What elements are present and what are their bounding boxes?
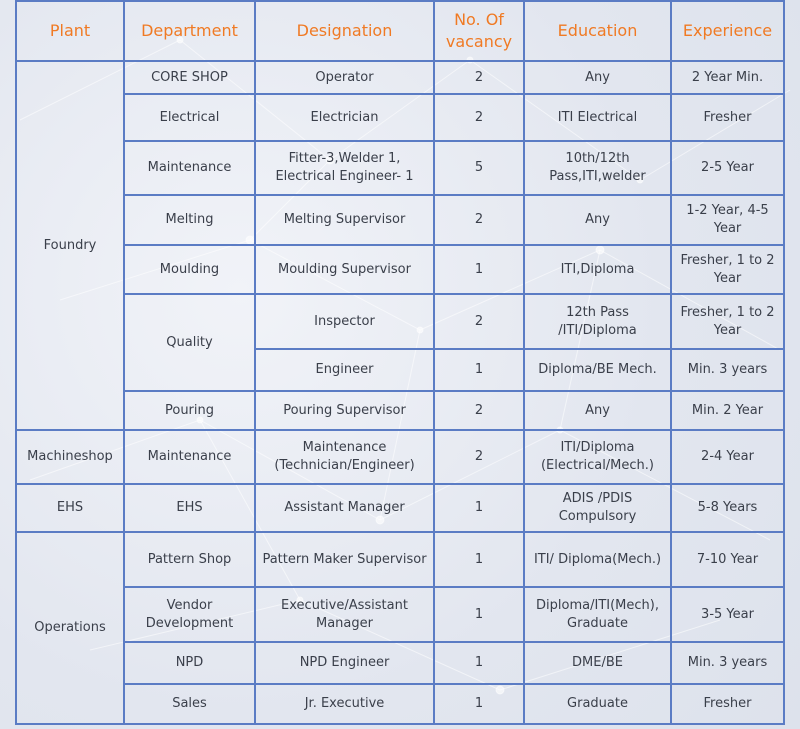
plant-cell: Operations (16, 532, 124, 724)
header-row (16, 1, 784, 61)
plant-cell: Foundry (16, 61, 124, 430)
experience-cell: Fresher (671, 94, 784, 141)
department-cell: Melting (124, 195, 255, 245)
experience-cell: 5-8 Years (671, 484, 784, 532)
vacancy-cell: 5 (434, 141, 524, 195)
table-row (16, 684, 784, 724)
table-row (16, 391, 784, 430)
education-cell: ITI/Diploma (Electrical/Mech.) (524, 430, 671, 484)
table-row (16, 642, 784, 684)
vacancy-cell: 1 (434, 349, 524, 391)
department-cell: Moulding (124, 245, 255, 294)
designation-cell: Maintenance (Technician/Engineer) (255, 430, 434, 484)
department-cell: EHS (124, 484, 255, 532)
vacancy-cell: 1 (434, 642, 524, 684)
experience-cell: 2-4 Year (671, 430, 784, 484)
education-cell: ITI,Diploma (524, 245, 671, 294)
education-cell: Diploma/ITI(Mech), Graduate (524, 587, 671, 642)
experience-cell: Min. 2 Year (671, 391, 784, 430)
vacancy-cell: 2 (434, 391, 524, 430)
vacancy-cell: 1 (434, 532, 524, 587)
designation-cell: Electrician (255, 94, 434, 141)
education-cell: Any (524, 195, 671, 245)
education-cell: 10th/12th Pass,ITI,welder (524, 141, 671, 195)
designation-cell: Operator (255, 61, 434, 94)
header-department: Department (124, 1, 255, 61)
vacancy-cell: 2 (434, 430, 524, 484)
designation-cell: Executive/Assistant Manager (255, 587, 434, 642)
department-cell: Maintenance (124, 430, 255, 484)
header-experience: Experience (671, 1, 784, 61)
designation-cell: Pattern Maker Supervisor (255, 532, 434, 587)
vacancy-cell: 2 (434, 195, 524, 245)
experience-cell: 7-10 Year (671, 532, 784, 587)
designation-cell: Pouring Supervisor (255, 391, 434, 430)
education-cell: ITI Electrical (524, 94, 671, 141)
education-cell: Any (524, 61, 671, 94)
department-cell: Sales (124, 684, 255, 724)
education-cell: Any (524, 391, 671, 430)
table-row (16, 484, 784, 532)
plant-cell: Machineshop (16, 430, 124, 484)
table-row (16, 294, 784, 349)
table-row (16, 61, 784, 94)
vacancy-cell: 2 (434, 294, 524, 349)
table-row (16, 141, 784, 195)
education-cell: ITI/ Diploma(Mech.) (524, 532, 671, 587)
experience-cell: Fresher, 1 to 2 Year (671, 245, 784, 294)
vacancy-cell: 1 (434, 484, 524, 532)
department-cell: Pattern Shop (124, 532, 255, 587)
experience-cell: Fresher, 1 to 2 Year (671, 294, 784, 349)
experience-cell: 2 Year Min. (671, 61, 784, 94)
department-cell: NPD (124, 642, 255, 684)
table-row (16, 245, 784, 294)
header-plant: Plant (16, 1, 124, 61)
designation-cell: Fitter-3,Welder 1, Electrical Engineer- 1 (255, 141, 434, 195)
experience-cell: 3-5 Year (671, 587, 784, 642)
experience-cell: Fresher (671, 684, 784, 724)
experience-cell: 1-2 Year, 4-5 Year (671, 195, 784, 245)
experience-cell: Min. 3 years (671, 642, 784, 684)
table-row (16, 195, 784, 245)
plant-cell: EHS (16, 484, 124, 532)
department-cell: Vendor Development (124, 587, 255, 642)
department-cell: Maintenance (124, 141, 255, 195)
vacancy-cell: 2 (434, 94, 524, 141)
designation-cell: Moulding Supervisor (255, 245, 434, 294)
table-row (16, 532, 784, 587)
department-cell: CORE SHOP (124, 61, 255, 94)
vacancy-cell: 1 (434, 684, 524, 724)
education-cell: DME/BE (524, 642, 671, 684)
experience-cell: Min. 3 years (671, 349, 784, 391)
vacancy-cell: 1 (434, 587, 524, 642)
education-cell: Graduate (524, 684, 671, 724)
designation-cell: Inspector (255, 294, 434, 349)
education-cell: Diploma/BE Mech. (524, 349, 671, 391)
designation-cell: Melting Supervisor (255, 195, 434, 245)
vacancy-cell: 2 (434, 61, 524, 94)
vacancy-cell: 1 (434, 245, 524, 294)
department-cell: Pouring (124, 391, 255, 430)
department-cell: Quality (124, 294, 255, 391)
designation-cell: Engineer (255, 349, 434, 391)
vacancy-table (15, 0, 785, 725)
table-row (16, 430, 784, 484)
header-education: Education (524, 1, 671, 61)
designation-cell: NPD Engineer (255, 642, 434, 684)
designation-cell: Jr. Executive (255, 684, 434, 724)
table-row (16, 587, 784, 642)
header-designation: Designation (255, 1, 434, 61)
education-cell: ADIS /PDIS Compulsory (524, 484, 671, 532)
header-vacancy: No. Of vacancy (434, 1, 524, 61)
department-cell: Electrical (124, 94, 255, 141)
education-cell: 12th Pass /ITI/Diploma (524, 294, 671, 349)
table-row (16, 94, 784, 141)
experience-cell: 2-5 Year (671, 141, 784, 195)
designation-cell: Assistant Manager (255, 484, 434, 532)
